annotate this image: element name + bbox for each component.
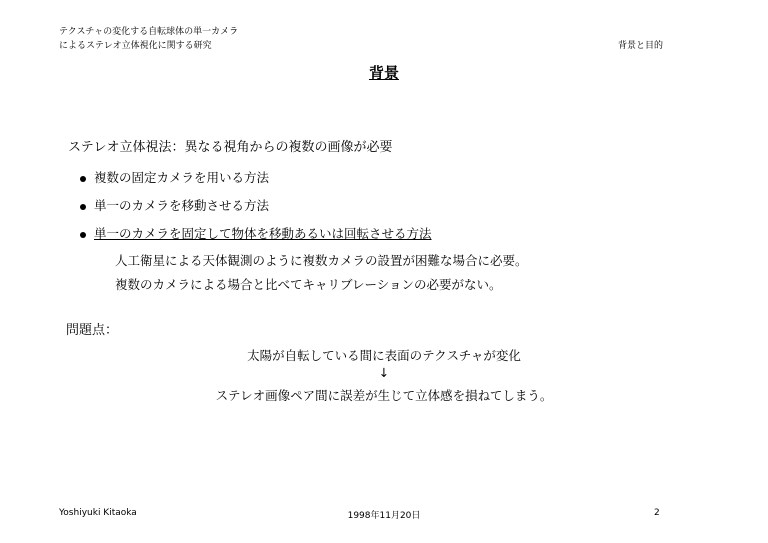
problem-cause: 太陽が自転している間に表面のテクスチャが変化 — [247, 348, 521, 363]
main-statement: ステレオ立体視法：異なる視角からの複数の画像が必要 — [68, 140, 393, 155]
note-line-2: 複数のカメラによる場合と比べてキャリブレーションの必要がない。 — [115, 277, 502, 292]
note-line-1: 人工衛星による天体観測のように複数カメラの設置が困難な場合に必要。 — [115, 253, 528, 268]
problem-effect: ステレオ画像ペア間に誤差が生じて立体感を損ねてしまう。 — [215, 388, 553, 403]
problem-label: 問題点： — [66, 323, 119, 338]
bullet-item-1 — [80, 168, 269, 186]
bullet-dot-icon — [80, 232, 86, 238]
bullet-text: 複数の固定カメラを用いる方法 — [94, 170, 270, 185]
footer-page-number: 2 — [654, 508, 660, 518]
slide-title — [0, 62, 768, 83]
header-section: 背景と目的 — [617, 41, 663, 51]
bullet-text-highlighted: 単一のカメラを固定して物体を移動あるいは回転させる方法 — [94, 226, 432, 241]
bullet-dot-icon — [80, 204, 86, 210]
down-arrow-icon: ↓ — [378, 365, 390, 380]
bullet-item-2 — [80, 196, 269, 214]
slide-title-text: 背景 — [368, 64, 399, 82]
header-title-line1: テクスチャの変化する自転球体の単一カメラ — [59, 27, 239, 37]
footer-author: Yoshiyuki Kitaoka — [59, 508, 137, 518]
bullet-dot-icon — [80, 176, 86, 182]
header-title-line2: によるステレオ立体視化に関する研究 — [59, 41, 212, 51]
footer-date: 1998年11月20日 — [347, 511, 421, 521]
bullet-text: 単一のカメラを移動させる方法 — [94, 198, 270, 213]
bullet-item-3 — [80, 224, 432, 242]
